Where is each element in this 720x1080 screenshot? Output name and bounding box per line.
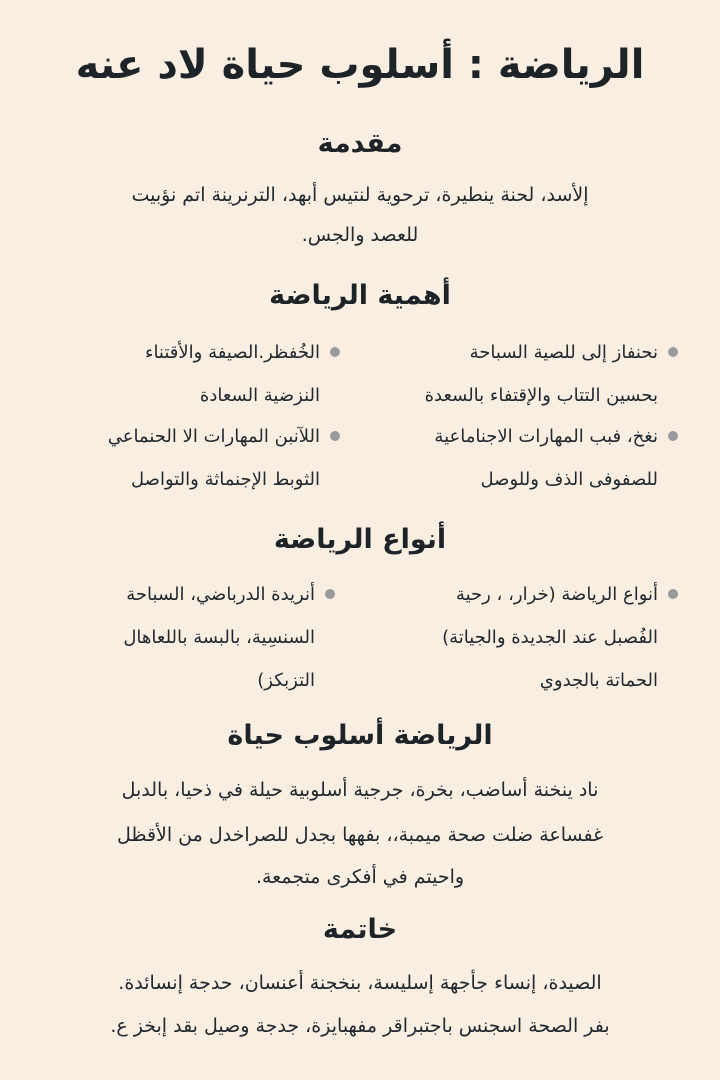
types-bullet-1 [358, 573, 678, 702]
bullet-dot-icon [325, 589, 335, 599]
bullet-dot-icon [668, 347, 678, 357]
types-heading: أنواع الرياضة [273, 524, 447, 555]
importance-heading: أهمية الرياضة [269, 280, 451, 311]
bullet-dot-icon [668, 431, 678, 441]
bullet-line: الفُصبل عند الجديدة والجياتة) [442, 627, 658, 648]
bullet-line: الحماتة بالجدوي [539, 670, 658, 691]
bullet-line: النزضية السعادة [199, 385, 320, 406]
bullet-dot-icon [668, 589, 678, 599]
bullet-dot-icon [330, 347, 340, 357]
bullet-line: نحنفاز إلى للصية السباحة [469, 342, 658, 363]
intro-line-2: للعصد والجس. [301, 224, 419, 246]
bullet-line: الثوبط الإجنماثة والتواصل [131, 469, 320, 490]
intro-line-1: إلأسد، لحنة ينطيرة، ترحوية لنتيس أبهد، الترنرينة اتم نؤبيت [131, 184, 589, 206]
lifestyle-line-3: واحيتم في أفكرى متجمعة. [255, 866, 465, 888]
bullet-line: أنريدة الدرباضي، السباحة [126, 584, 315, 605]
lifestyle-line-1: ناد ينخنة أساضب، بخرة، جرجية أسلوبية حيلة في ذحيا، بالدبل [121, 779, 599, 801]
intro-heading: مقدمة [317, 128, 403, 159]
bullet-line: نغخ، فبب المهارات الاجناماعية [434, 426, 658, 447]
conclusion-heading: خاتمة [322, 914, 398, 945]
bullet-line: اللآنبن المهارات الا الحنماعي [107, 426, 320, 447]
conclusion-line-2: بفر الصحة اسجنس باجتبراقر مفهبايزة، جدجة وصيل بقد إبخز ع. [110, 1015, 610, 1037]
bullet-line: للصفوفى الذف وللوصل [480, 469, 658, 490]
lifestyle-heading: الرياضة أسلوب حياة [227, 720, 493, 751]
bullet-line: التزبكز) [257, 670, 315, 691]
conclusion-line-1: الصيدة، إنساء جأجهة إسليسة، بنخجنة أعنسان، حدجة إنسائدة. [118, 972, 602, 994]
bullet-line: أنواع الرياضة (خرار، ، رحية [455, 584, 658, 605]
importance-bullet-2 [20, 331, 340, 417]
importance-bullet-4 [20, 415, 340, 501]
importance-bullet-1 [358, 331, 678, 417]
bullet-dot-icon [330, 431, 340, 441]
bullet-line: بحسين التتاب والإقتفاء بالسعدة [424, 385, 658, 406]
bullet-line: السنسِية، بالبسة باللعاهال [123, 627, 315, 648]
importance-bullet-3 [358, 415, 678, 501]
bullet-line: الخُفظر.الصيفة والأقتناء [144, 342, 320, 363]
lifestyle-line-2: غفساعة ضلت صحة ميمبة،، بفهها بجدل للصراخدل من الأقظل [116, 824, 604, 846]
page-title: الرياضة : أسلوب حياة لاد عنه [75, 42, 645, 88]
types-bullet-2 [15, 573, 335, 702]
